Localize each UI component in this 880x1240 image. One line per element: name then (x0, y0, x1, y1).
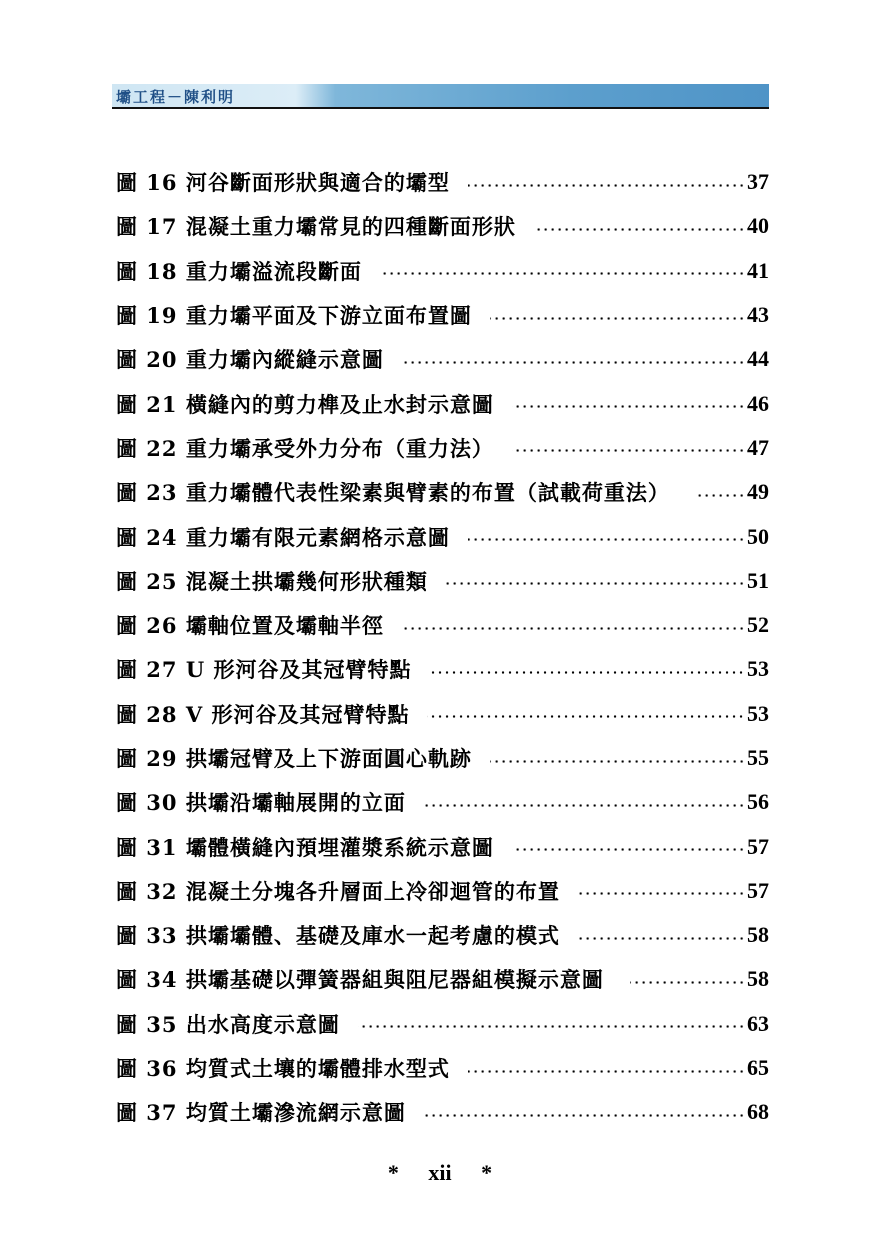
toc-leader-dots (380, 272, 745, 275)
toc-entry-page: 57 (747, 877, 769, 903)
toc-entry[interactable] (116, 736, 769, 780)
toc-leader-dots (468, 538, 745, 541)
toc-leader-dots (358, 1025, 745, 1028)
toc-entry-page: 52 (747, 612, 769, 638)
toc-entry-title: 圖 29 拱壩冠臂及上下游面圓心軌跡 (116, 746, 472, 771)
toc-entry-page: 40 (747, 213, 769, 239)
toc-entry-title: 圖 34 拱壩基礎以彈簧器組與阻尼器組模擬示意圖 (116, 967, 604, 993)
toc-leader-dots (512, 405, 745, 408)
page-footer (0, 1160, 880, 1186)
toc-entry-title: 圖 24 重力壩有限元素網格示意圖 (116, 524, 450, 550)
toc-leader-dots (512, 449, 745, 452)
toc-leader-dots (427, 715, 745, 718)
toc-leader-dots (402, 361, 745, 364)
toc-entry[interactable] (116, 204, 769, 248)
toc-entry-page: 63 (747, 1010, 769, 1036)
toc-entry-title: 圖 20 重力壩內縱縫示意圖 (116, 347, 384, 373)
toc-leader-dots (512, 848, 745, 851)
toc-entry-title: 圖 27 U 形河谷及其冠臂特點 (116, 657, 412, 683)
footer-star-left: * (387, 1160, 399, 1185)
toc-entry-title: 圖 19 重力壩平面及下游立面布置圖 (116, 303, 472, 329)
toc-entry[interactable] (116, 913, 769, 957)
toc-entry-page: 37 (747, 169, 769, 195)
toc-entry[interactable] (116, 1090, 769, 1134)
toc-entry-title: 圖 31 壩體橫縫內預埋灌漿系統示意圖 (116, 834, 494, 860)
toc-leader-dots (424, 804, 745, 807)
toc-entry[interactable] (116, 559, 769, 603)
toc-entry-title: 圖 18 重力壩溢流段斷面 (116, 258, 362, 284)
toc-entry-page: 53 (747, 656, 769, 682)
toc-leader-dots (402, 627, 745, 630)
toc-entry[interactable] (116, 426, 769, 470)
toc-entry-page: 57 (747, 833, 769, 859)
toc-entry-page: 41 (747, 257, 769, 283)
list-of-figures (116, 160, 769, 1135)
toc-entry-page: 53 (747, 700, 769, 726)
toc-entry[interactable] (116, 824, 769, 868)
toc-entry[interactable] (116, 160, 769, 204)
toc-entry[interactable] (116, 957, 769, 1001)
toc-entry-title: 圖 33 拱壩壩體、基礎及庫水一起考慮的模式 (116, 923, 560, 949)
toc-entry-page: 58 (747, 922, 769, 948)
toc-leader-dots (490, 760, 745, 763)
toc-entry-page: 43 (747, 302, 769, 328)
toc-entry-page: 44 (747, 346, 769, 372)
header-rule (112, 107, 769, 109)
toc-leader-dots (630, 981, 745, 984)
toc-leader-dots (578, 892, 745, 895)
toc-leader-dots (696, 494, 745, 497)
toc-entry-page: 68 (747, 1099, 769, 1125)
toc-leader-dots (468, 1070, 745, 1073)
footer-star-right: * (481, 1160, 493, 1185)
toc-entry[interactable] (116, 1002, 769, 1046)
toc-entry[interactable] (116, 692, 769, 736)
toc-entry-page: 49 (747, 479, 769, 505)
toc-leader-dots (468, 184, 745, 187)
toc-entry[interactable] (116, 381, 769, 425)
toc-entry-title: 圖 21 橫縫內的剪力榫及止水封示意圖 (116, 391, 494, 417)
toc-leader-dots (534, 228, 745, 231)
toc-entry[interactable] (116, 293, 769, 337)
toc-entry-page: 47 (747, 434, 769, 460)
toc-entry-title: 圖 32 混凝土分塊各升層面上冷卻迴管的布置 (116, 878, 560, 904)
toc-entry-page: 55 (747, 745, 769, 770)
running-header-title: 壩工程－陳利明 (116, 88, 236, 106)
toc-entry-page: 56 (747, 789, 769, 815)
toc-entry[interactable] (116, 1046, 769, 1090)
toc-entry-title: 圖 36 均質式土壤的壩體排水型式 (116, 1056, 450, 1082)
toc-entry-title: 圖 30 拱壩沿壩軸展開的立面 (116, 790, 406, 816)
toc-entry-title: 圖 26 壩軸位置及壩軸半徑 (116, 613, 384, 639)
footer-page-number: xii (428, 1160, 452, 1185)
toc-entry-title: 圖 16 河谷斷面形狀與適合的壩型 (116, 170, 450, 196)
toc-entry-title: 圖 28 V 形河谷及其冠臂特點 (116, 701, 410, 727)
toc-entry[interactable] (116, 780, 769, 824)
toc-entry-page: 65 (747, 1055, 769, 1081)
toc-entry-title: 圖 25 混凝土拱壩幾何形狀種類 (116, 568, 428, 594)
toc-leader-dots (424, 1114, 745, 1117)
toc-entry[interactable] (116, 647, 769, 691)
toc-entry[interactable] (116, 337, 769, 381)
toc-entry-title: 圖 37 均質土壩滲流網示意圖 (116, 1100, 406, 1126)
toc-entry-title: 圖 22 重力壩承受外力分布（重力法） (116, 435, 494, 461)
toc-leader-dots (429, 671, 745, 674)
toc-entry[interactable] (116, 249, 769, 293)
toc-entry[interactable] (116, 603, 769, 647)
toc-entry[interactable] (116, 514, 769, 558)
toc-entry-page: 46 (747, 390, 769, 416)
toc-entry-page: 58 (747, 966, 769, 992)
toc-leader-dots (578, 937, 745, 940)
toc-leader-dots (446, 582, 745, 585)
toc-entry-page: 50 (747, 523, 769, 549)
toc-entry-title: 圖 17 混凝土重力壩常見的四種斷面形狀 (116, 214, 516, 240)
toc-entry[interactable] (116, 869, 769, 913)
running-header (112, 84, 769, 107)
toc-entry-title: 圖 23 重力壩體代表性梁素與臂素的布置（試載荷重法） (116, 480, 670, 506)
toc-entry-title: 圖 35 出水高度示意圖 (116, 1011, 340, 1037)
toc-entry-page: 51 (747, 567, 769, 593)
toc-leader-dots (490, 317, 745, 320)
toc-entry[interactable] (116, 470, 769, 514)
